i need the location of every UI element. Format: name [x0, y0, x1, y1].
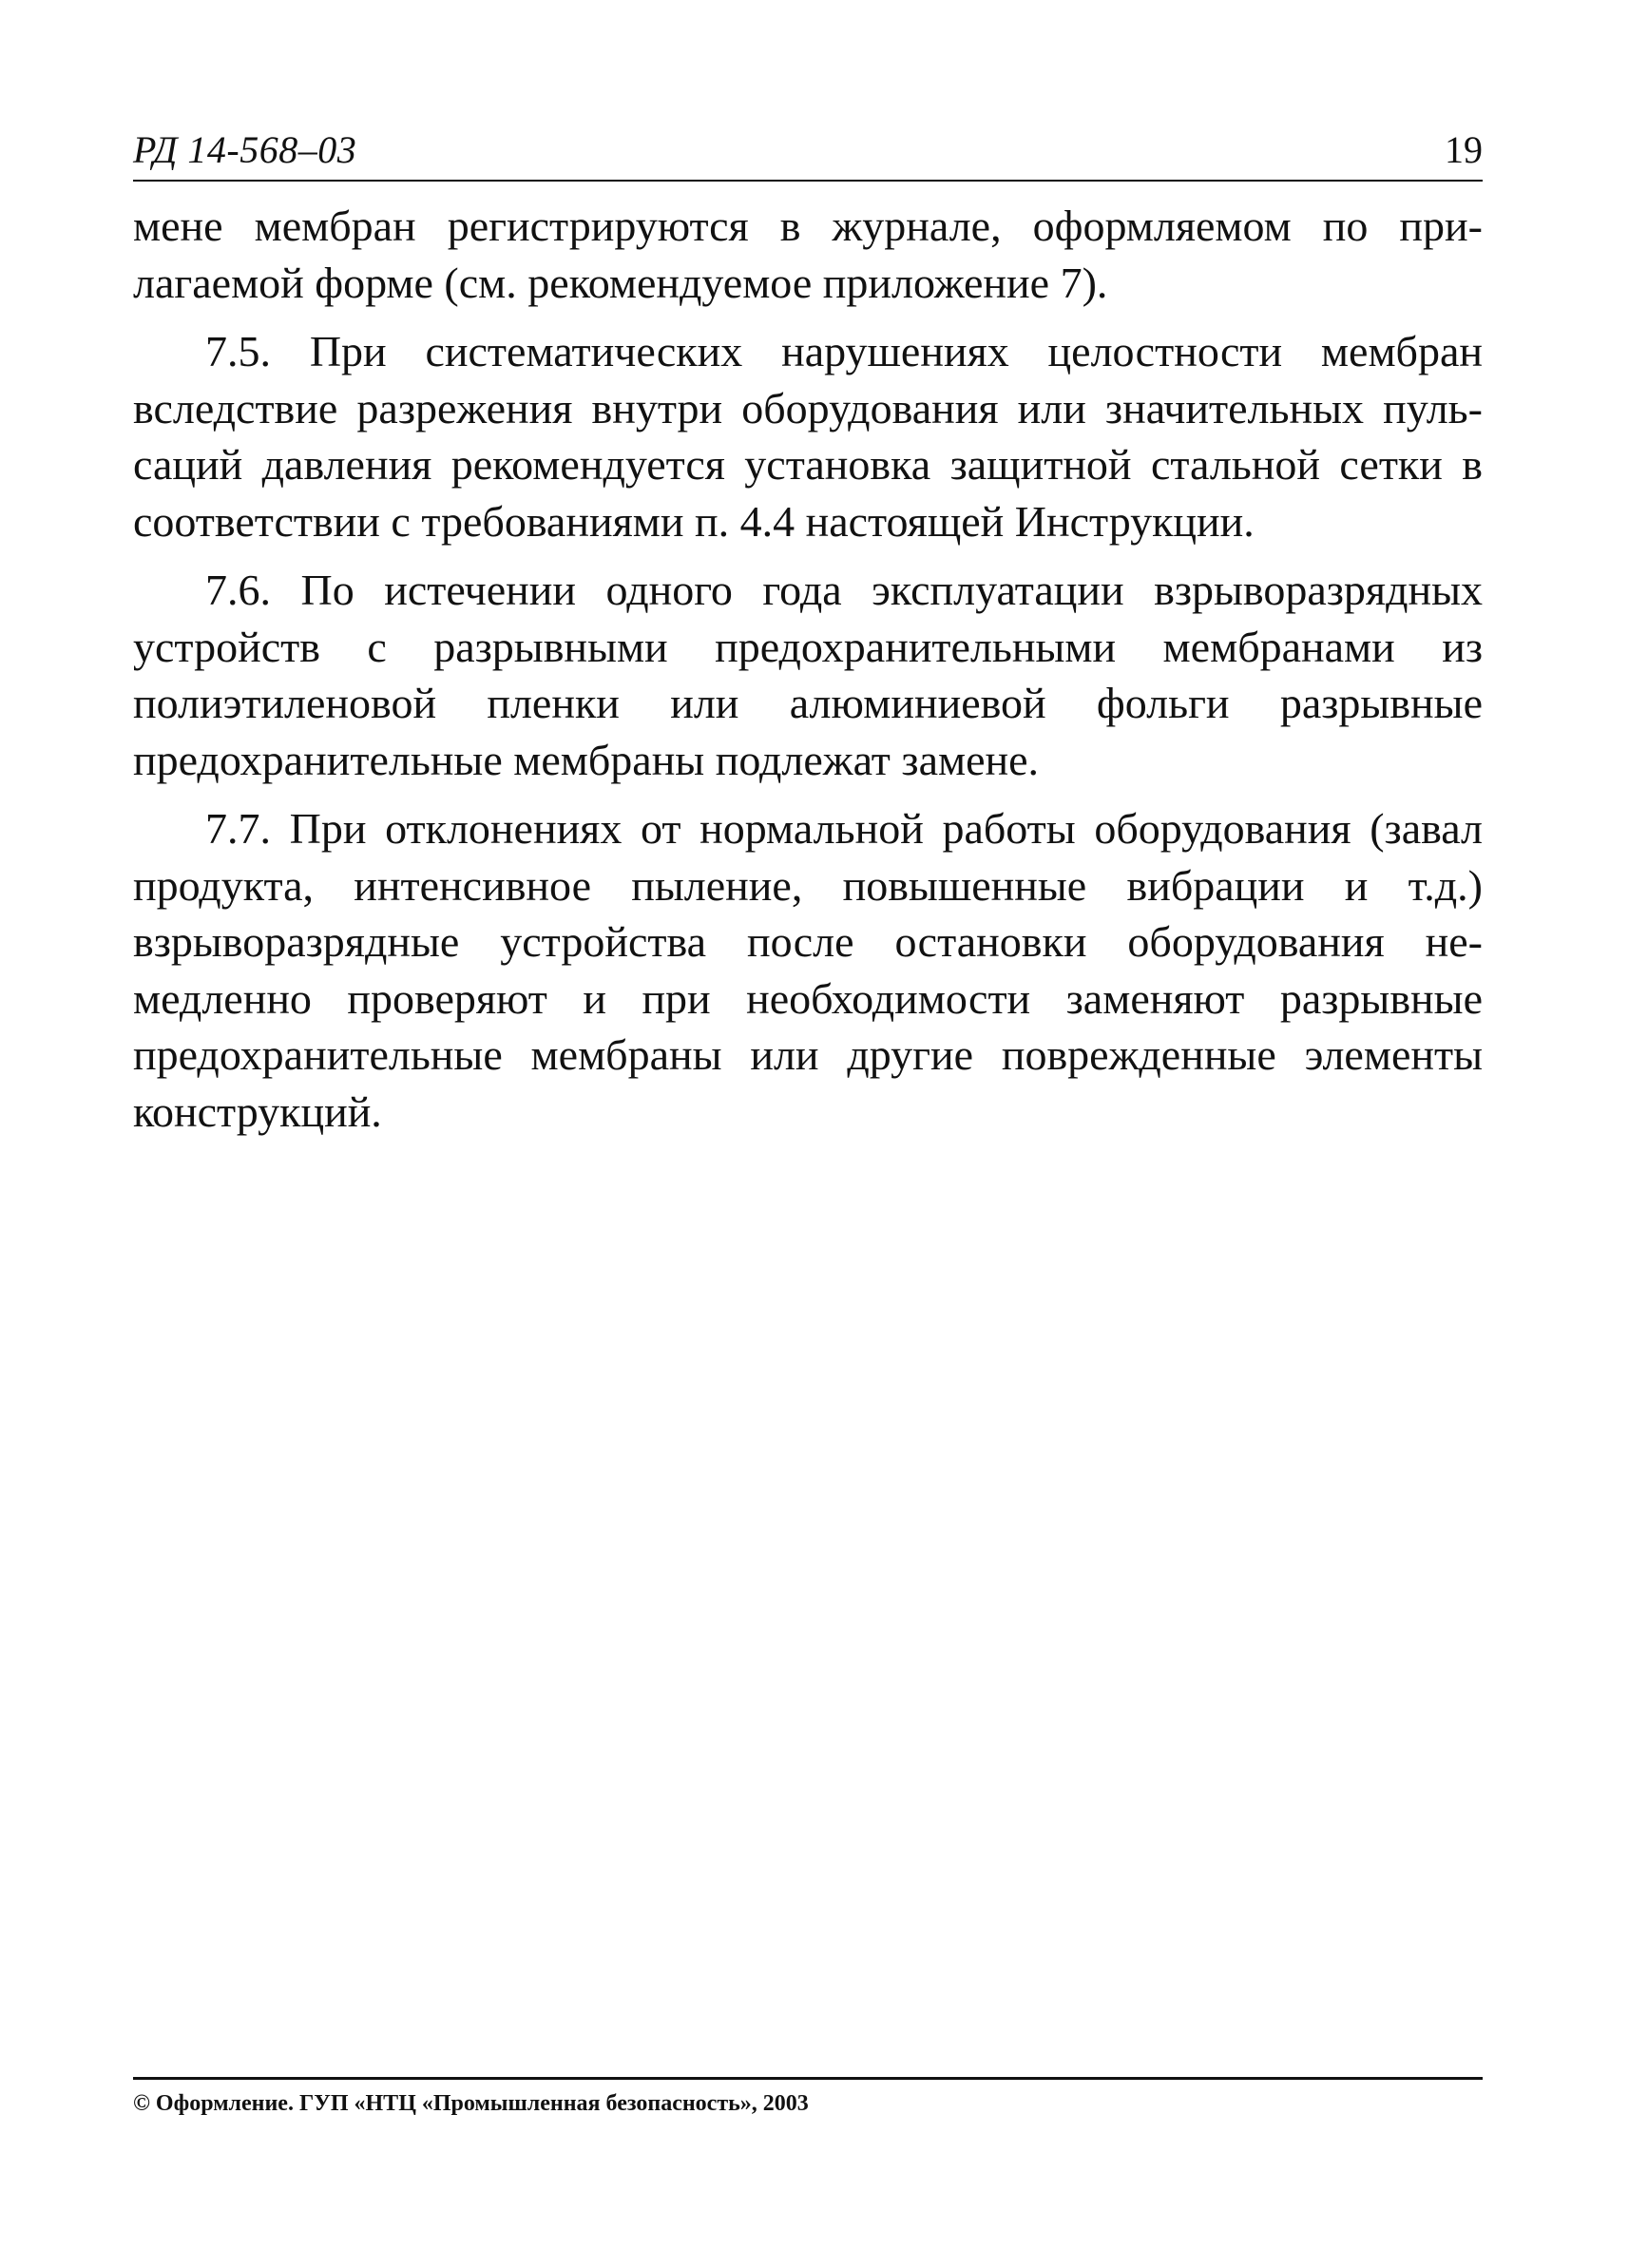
- document-code: РД 14-568–03: [133, 128, 357, 171]
- footer-copyright: © Оформление. ГУП «НТЦ «Промышленная безопасность», 2003: [133, 2091, 809, 2116]
- footer-divider: [133, 2077, 1483, 2080]
- paragraph-7-7: 7.7. При отклонениях от нормальной работы оборудования (завал продукта, интенсивное пыление, повышенные вибрации и т.д.) взрыворазрядные устройства после остановки оборудования немедленно проверяют и при необходимости заменяют разрывные предохранительные мембраны или другие поврежденные элементы конструкций.: [133, 804, 1483, 1136]
- paragraph-continuation: мене мембран регистрируются в журнале, оформляемом по прилагаемой форме (см. рекомендуемое приложение 7).: [133, 202, 1483, 307]
- body-text: [133, 198, 1483, 1152]
- page-number: 19: [1445, 128, 1483, 171]
- paragraph-7-6: 7.6. По истечении одного года эксплуатации взрыворазрядных устройств с разрывными предохранительными мембранами из полиэтиленовой пленки или алюминиевой фольги разрывные предохранительные мембраны подлежат замене.: [133, 566, 1483, 784]
- header-divider: [133, 180, 1483, 182]
- page-header: [133, 128, 1483, 182]
- paragraph-7-5: 7.5. При систематических нарушениях целостности мембран вследствие разрежения внутри оборудования или значительных пульсаций давления рекомендуется установка защитной стальной сетки в соответствии с требованиями п. 4.4 настоящей Инструкции.: [133, 327, 1483, 546]
